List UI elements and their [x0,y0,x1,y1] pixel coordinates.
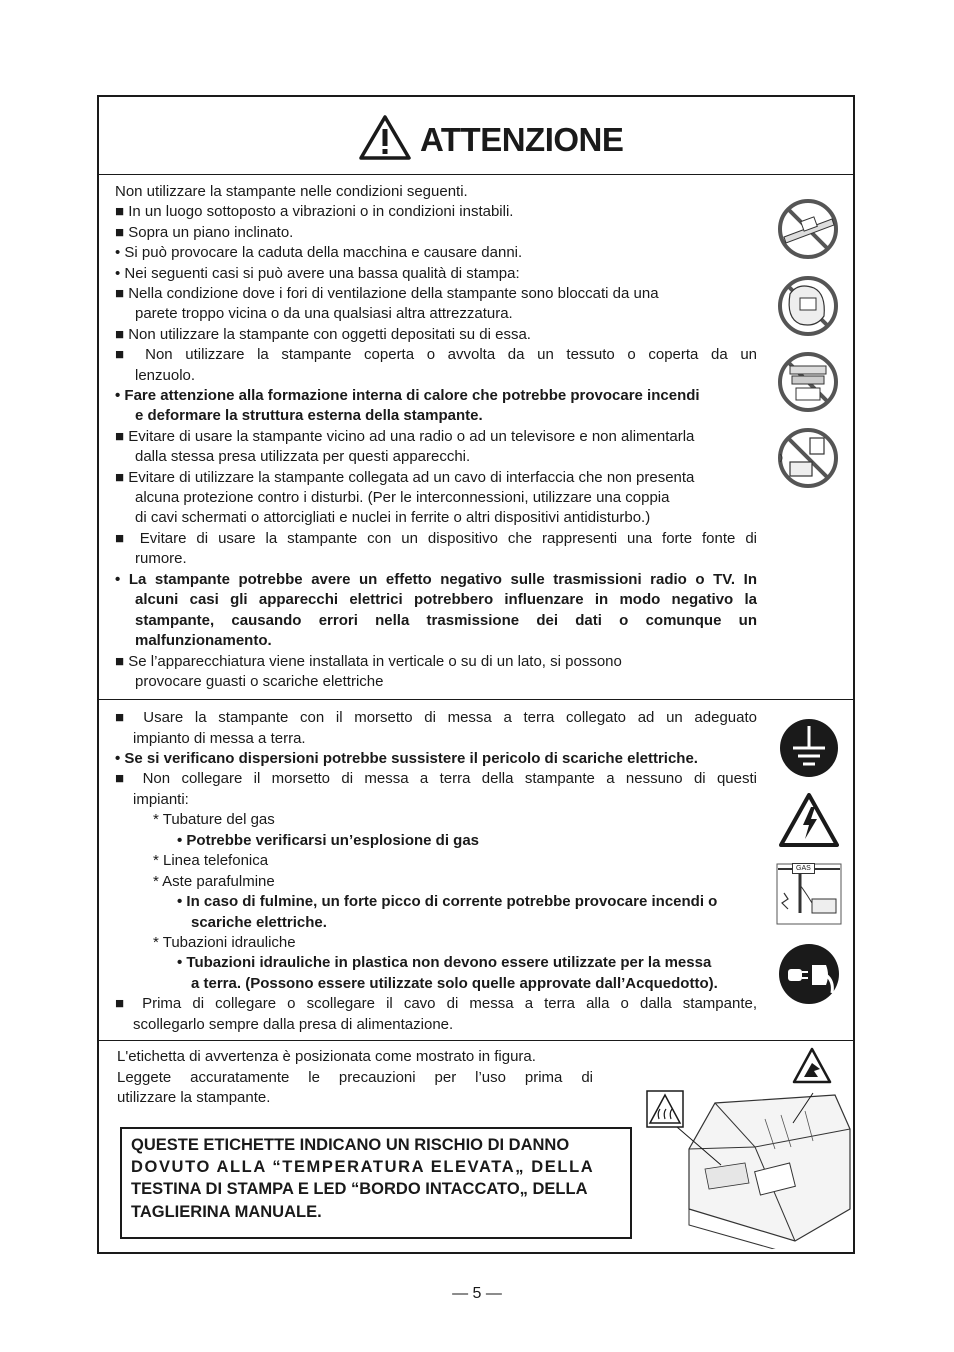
printer-label-location-icon [645,1089,855,1249]
unplug-icon [778,943,840,1005]
text-line: ■ In un luogo sottoposto a vibrazioni o in condizioni instabili. [115,203,514,220]
section-grounding [99,700,853,1041]
label-line: TAGLIERINA MANUALE. [131,1203,322,1221]
text-line: ■ Evitare di utilizzare la stampante collegata ad un cavo di interfaccia che non presenta [115,469,695,486]
no-blocked-vents-icon [776,274,840,338]
warning-label-box [120,1127,632,1239]
text-line: ■ Nella condizione dove i fori di ventilazione della stampante sono bloccati da una [115,285,659,302]
text-line: utilizzare la stampante. [117,1089,271,1106]
gas-label: GAS [792,863,815,874]
label-line: DOVUTO ALLA “TEMPERATURA ELEVATA„ DELLA [131,1158,595,1176]
text-line: ■ Evitare di usare la stampante vicino ad una radio o ad un televisore e non alimentarla [115,428,695,445]
text-line: scariche elettriche. [191,914,327,931]
text-line: • Fare attenzione alla formazione interna di calore che potrebbe provocare incendi [115,387,700,404]
text-line: malfunzionamento. [135,632,272,649]
text-line: Leggete accuratamente le precauzioni per l’uso prima di [117,1069,593,1086]
text-line: parete troppo vicina o da una qualsiasi altra attrezzatura. [135,305,513,322]
label-line: TESTINA DI STAMPA E LED “BORDO INTACCATO„ DELLA [131,1180,588,1198]
text-line: • Tubazioni idrauliche in plastica non devono essere utilizzate per la messa [177,954,712,971]
text-line: ■ Non utilizzare la stampante coperta o avvolta da un tessuto o coperta da un [115,346,757,363]
label-line: QUESTE ETICHETTE INDICANO UN RISCHIO DI DANNO [131,1136,570,1154]
text-line: a terra. (Possono essere utilizzate solo quelle approvate dall’Acquedotto). [191,975,718,992]
text-line: ■ Evitare di usare la stampante con un dispositivo che rappresenti una forte fonte di [115,530,757,547]
gas-pipe-warning [776,863,842,925]
text-line: lenzuolo. [135,367,196,384]
text-line: * Tubature del gas [153,811,275,828]
text-line: ■ Usare la stampante con il morsetto di messa a terra collegato ad un adeguato [115,709,757,726]
title-row [99,97,853,175]
text-line: impianti: [133,791,189,808]
text-line: * Aste parafulmine [153,873,275,890]
text-line: ■ Sopra un piano inclinato. [115,224,294,241]
section-labels [99,1041,853,1254]
text-line: rumore. [135,550,187,567]
text-line: • La stampante potrebbe avere un effetto negativo sulle trasmissioni radio o TV. In [115,571,757,588]
text-line: • Si può provocare la caduta della macchina e causare danni. [115,244,523,261]
text-line: impianto di messa a terra. [133,730,306,747]
text-line: di cavi schermati o attorcigliati e nuclei in ferrite o altri dispositivi antidisturbo.) [135,509,651,526]
text-line: L'etichetta di avvertenza è posizionata come mostrato in figura. [117,1048,536,1065]
text-line: alcuna protezione contro i disturbi. (Per le interconnessioni, utilizzare una coppia [135,489,670,506]
text-line: • In caso di fulmine, un forte picco di corrente potrebbe provocare incendi o [177,893,718,910]
text-line: ■ Se l’apparecchiatura viene installata in verticale o su di un lato, si possono [115,653,622,670]
text-line: provocare guasti o scariche elettriche [135,673,384,690]
text-line: * Tubazioni idrauliche [153,934,296,951]
page-number: — 5 — [452,1285,502,1302]
text-line: Non utilizzare la stampante nelle condizioni seguenti. [115,183,468,200]
text-line: e deformare la struttura esterna della stampante. [135,407,483,424]
no-inclined-surface-icon [776,197,840,261]
text-line: scollegarlo sempre dalla presa di alimentazione. [133,1016,454,1033]
no-objects-on-top-icon [776,350,840,414]
page-title: ATTENZIONE [420,121,624,158]
warning-frame [97,95,855,1254]
text-line: alcuni casi gli apparecchi elettrici potrebbero influenzare in modo negativo la [135,591,757,608]
text-line: stampante, causando errori nella trasmissione dei dati o comunque un [135,612,757,629]
text-line: dalla stessa presa utilizzata per questi apparecchi. [135,448,471,465]
cutter-hazard-icon [792,1047,832,1085]
no-radio-tv-nearby-icon [776,426,840,490]
warning-triangle-icon [359,114,411,160]
text-line: • Nei seguenti casi si può avere una bassa qualità di stampa: [115,265,520,282]
electric-shock-icon [779,793,839,847]
ground-symbol-icon [779,718,839,778]
text-line: • Potrebbe verificarsi un’esplosione di gas [177,832,480,849]
text-line: • Se si verificano dispersioni potrebbe sussistere il pericolo di scariche elettriche. [115,750,698,767]
section-conditions [99,174,853,700]
text-line: ■ Non collegare il morsetto di messa a terra della stampante a nessuno di questi [115,770,757,787]
text-line: ■ Non utilizzare la stampante con oggetti depositati su di essa. [115,326,531,343]
text-line: * Linea telefonica [153,852,269,869]
text-line: ■ Prima di collegare o scollegare il cavo di messa a terra alla o dalla stampante, [115,995,757,1012]
